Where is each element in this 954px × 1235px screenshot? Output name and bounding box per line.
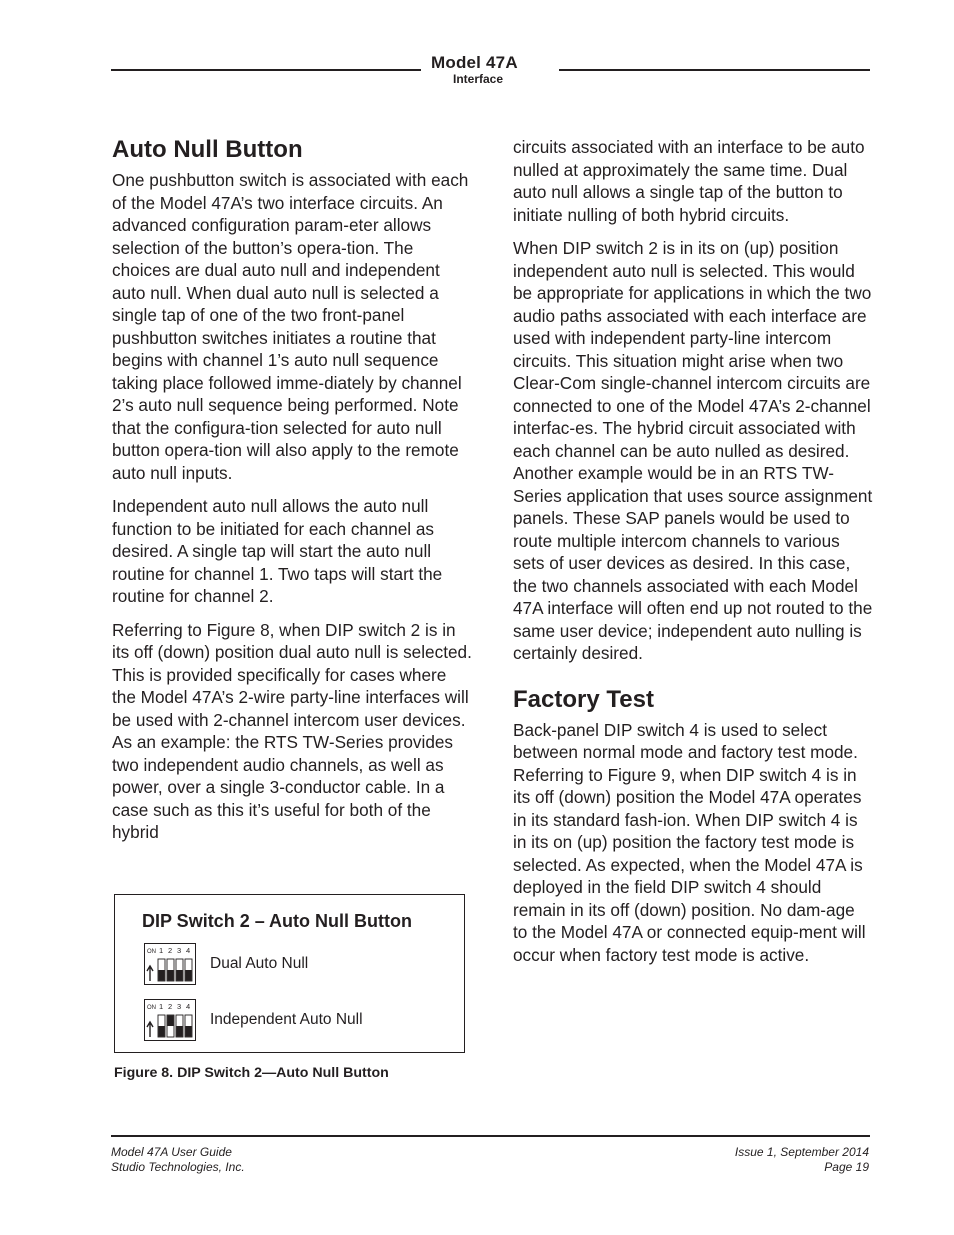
dip-on-label: ON xyxy=(147,1005,156,1011)
figure-title: DIP Switch 2 – Auto Null Button xyxy=(142,911,412,931)
header-rule-left xyxy=(111,69,421,71)
dip-number: 4 xyxy=(186,946,191,955)
header-subtitle: Interface xyxy=(453,72,504,86)
dip-number: 3 xyxy=(177,1002,182,1011)
footer-page-number: Page 19 xyxy=(824,1160,869,1174)
footer-rule xyxy=(111,1135,870,1137)
dip-switch-icon xyxy=(144,999,196,1041)
figure-row-dual xyxy=(144,943,308,985)
section-heading-auto-null: Auto Null Button xyxy=(112,136,303,163)
dip-number: 1 xyxy=(159,946,164,955)
dip-slot xyxy=(185,959,192,981)
paragraph: circuits associated with an interface to be auto nulled at approximately the same time. Dual auto null allows a single tap of the button to initiate nulling of both hybrid circuits. xyxy=(513,137,865,225)
figure-row-independent xyxy=(144,999,363,1041)
dip-slot xyxy=(158,959,165,981)
header-title: Model 47A xyxy=(431,53,518,72)
dip-number: 1 xyxy=(159,1002,164,1011)
figure-caption: Figure 8. DIP Switch 2—Auto Null Button xyxy=(114,1065,389,1081)
footer-guide-title: Model 47A User Guide xyxy=(111,1145,232,1159)
footer-right xyxy=(735,1145,869,1175)
footer-issue: Issue 1, September 2014 xyxy=(734,1145,869,1159)
paragraph: One pushbutton switch is associated with each of the Model 47A’s two interface circuits. An advanced configuration param-eter allows selection of the button’s opera-tion. The choices are dual auto null and independent auto null. When dual auto null is selected a single tap of one of the two front-panel pushbutton switches initiates a routine that begins with channel 1’s auto null sequence taking place followed imme-diately by channel 2’s auto null sequence being performed. Note that the configura-tion selected for auto null button opera-tion will also apply to the remote auto null inputs. xyxy=(112,170,469,483)
right-column xyxy=(513,136,873,977)
footer-company: Studio Technologies, Inc. xyxy=(111,1160,245,1174)
dip-on-label: ON xyxy=(147,949,156,955)
dip-number: 2 xyxy=(168,946,173,955)
dip-slot xyxy=(158,1015,165,1037)
left-column xyxy=(112,135,474,855)
footer-left xyxy=(111,1145,245,1175)
dip-slot xyxy=(185,1015,192,1037)
dip-number: 2 xyxy=(168,1002,173,1011)
dip-slot xyxy=(167,959,174,981)
figure-dip-switch xyxy=(114,894,465,1053)
paragraph: Independent auto null allows the auto null function to be initiated for each channel as desired. A single tap will start the auto null routine for channel 1. Two taps will start the routine for channel 2. xyxy=(112,496,443,606)
dip-slot xyxy=(176,959,183,981)
figure-row-label: Independent Auto Null xyxy=(210,1011,363,1028)
header-rule-right xyxy=(559,69,870,71)
dip-switch-icon xyxy=(144,943,196,985)
dip-number: 3 xyxy=(177,946,182,955)
dip-number: 4 xyxy=(186,1002,191,1011)
dip-slot xyxy=(167,1015,174,1037)
paragraph: Back-panel DIP switch 4 is used to select between normal mode and factory test mode. Referring to Figure 9, when DIP switch 4 is in its off (down) position the Model 47A operates in its standard fash-ion. When DIP switch 4 is in its on (up) position the factory test mode is selected. As expected, when the Model 47A is deployed in the field DIP switch 4 should remain in its off (down) position. No dam-age to the Model 47A or connected equip-ment will occur when factory test mode is active. xyxy=(513,719,866,965)
dip-slot xyxy=(176,1015,183,1037)
paragraph: Referring to Figure 8, when DIP switch 2 is in its off (down) position dual auto null is selected. This is provided specifically for cases where the Model 47A’s 2-wire party-line interfaces will be used with 2-channel intercom user devices. As an example: the RTS TW-Series provides two independent audio channels, as well as power, over a single 3-conductor cable. In a case such as this it’s useful for both of the hybrid xyxy=(112,619,472,842)
paragraph: When DIP switch 2 is in its on (up) position independent auto null is selected. This would be appropriate for applications in which the two audio paths associated with each interface are used with independent party-line intercom circuits. This situation might arise when two Clear-Com single-channel intercom circuits are connected to one of the Model 47A’s 2-channel interfac-es. The hybrid circuit associated with each channel can be auto nulled as desired. Another example would be in an RTS TW-Series application that uses source assignment panels. These SAP panels would be used to route multiple intercom channels to various sets of user devices as desired. In this case, the two channels associated with each Model 47A interface will often end up not routed to the same user device; independent auto nulling is certainly desired. xyxy=(513,238,873,663)
section-heading-factory-test: Factory Test xyxy=(513,685,654,713)
figure-row-label: Dual Auto Null xyxy=(210,955,309,972)
